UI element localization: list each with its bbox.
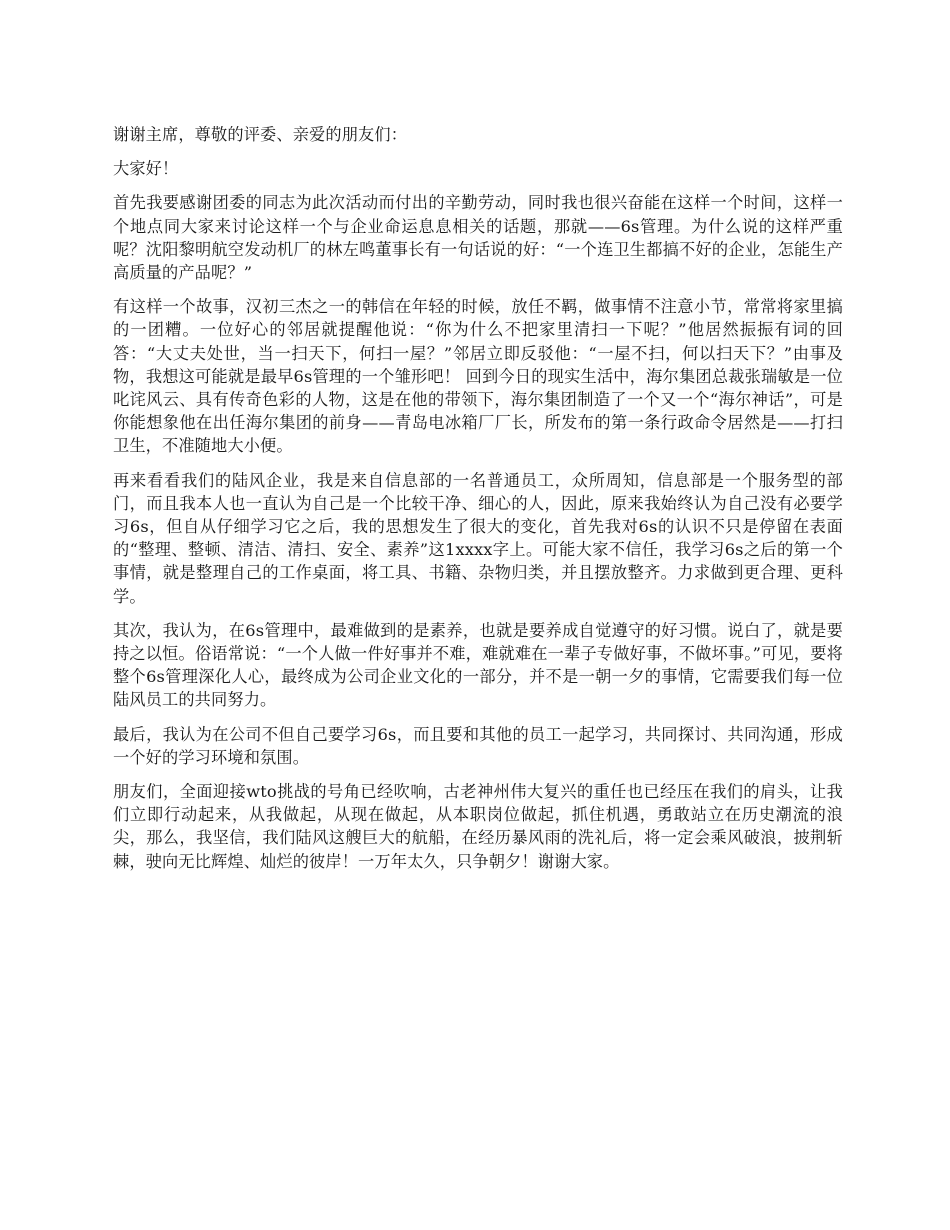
document-body — [113, 123, 843, 884]
paragraph-introduction: 首先我要感谢团委的同志为此次活动而付出的辛勤劳动，同时我也很兴奋能在这样一个时间，这样一个地点同大家来讨论这样一个与企业命运息息相关的话题，那就——6s管理。为什么说的这样严重呢？沈阳黎明航空发动机厂的林左鸣董事长有一句话说的好：“一个连卫生都搞不好的企业，怎能生产高质量的产品呢？” — [113, 193, 843, 283]
paragraph-luFeng-enterprise: 再来看看我们的陆风企业，我是来自信息部的一名普通员工，众所周知，信息部是一个服务型的部门，而且我本人也一直认为自己是一个比较干净、细心的人，因此，原来我始终认为自己没有必要学习6s，但自从仔细学习它之后，我的思想发生了很大的变化，首先我对6s的认识不只是停留在表面的“整理、整顿、清洁、清扫、安全、素养”这1xxxx字上。可能大家不信任，我学习6s之后的第一个事情，就是整理自己的工作桌面，将工具、书籍、杂物归类，并且摆放整齐。力求做到更合理、更科学。 — [113, 470, 843, 606]
paragraph-closing: 朋友们，全面迎接wto挑战的号角已经吹响，古老神州伟大复兴的重任也已经压在我们的肩头，让我们立即行动起来，从我做起，从现在做起，从本职岗位做起，抓住机遇，勇敢站立在历史潮流的浪尖，那么，我坚信，我们陆风这艘巨大的航船，在经历暴风雨的洗礼后，将一定会乘风破浪，披荆斩棘，驶向无比辉煌、灿烂的彼岸！一万年太久，只争朝夕！谢谢大家。 — [113, 782, 843, 871]
paragraph-story: 有这样一个故事，汉初三杰之一的韩信在年轻的时候，放任不羁，做事情不注意小节，常常将家里搞的一团糟。一位好心的邻居就提醒他说：“你为什么不把家里清扫一下呢？”他居然振振有词的回答：“大丈夫处世，当一扫天下，何扫一屋？”邻居立即反驳他：“一屋不扫，何以扫天下？”由事及物，我想这可能就是最早6s管理的一个雏形吧！ 回到今日的现实生活中，海尔集团总裁张瑞敏是一位叱诧风云、具有传奇色彩的人物，这是在他的带领下，海尔集团制造了一个又一个“海尔神话”，可是你能想象他在出任海尔集团的前身——青岛电冰箱厂厂长，所发布的第一条行政命令居然是——打扫卫生，不准随地大小便。 — [113, 297, 843, 456]
salutation: 谢谢主席，尊敬的评委、亲爱的朋友们： — [113, 125, 408, 144]
paragraph-secondly: 其次，我认为，在6s管理中，最难做到的是素养，也就是要养成自觉遵守的好习惯。说白了，就是要持之以恒。俗语常说：“一个人做一件好事并不难，难就难在一辈子专做好事，不做坏事。”可见，要将整个6s管理深化人心，最终成为公司企业文化的一部分，并不是一朝一夕的事情，它需要我们每一位陆风员工的共同努力。 — [113, 620, 843, 710]
paragraph-finally: 最后，我认为在公司不但自己要学习6s，而且要和其他的员工一起学习，共同探讨、共同沟通，形成一个好的学习环境和氛围。 — [113, 724, 843, 767]
greeting: 大家好！ — [113, 159, 179, 179]
